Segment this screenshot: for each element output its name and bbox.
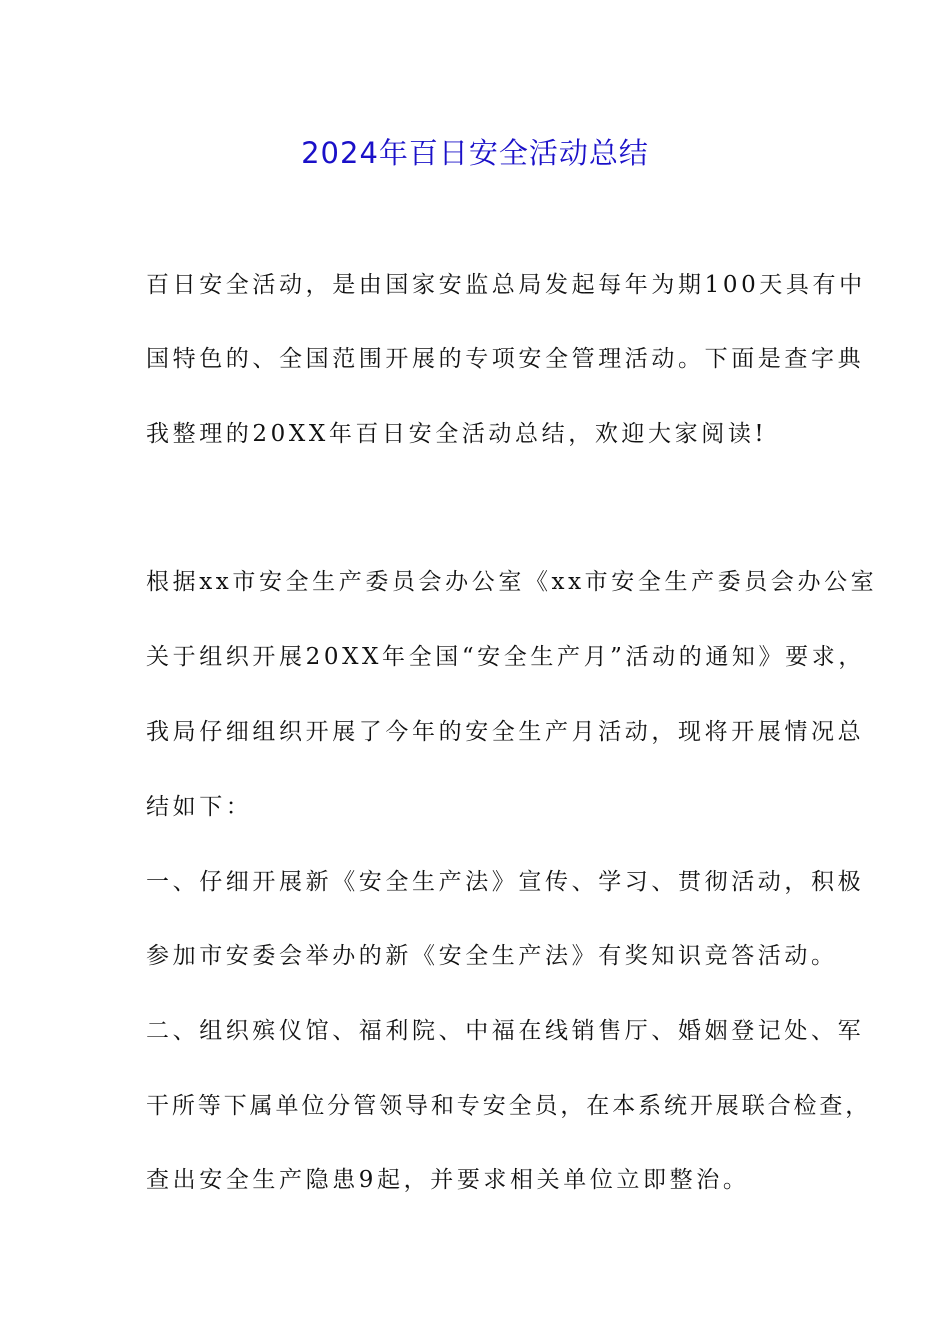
intro-line: 百日安全活动，是由国家安监总局发起每年为期100天具有中 (146, 272, 866, 298)
body-line: 我局仔细组织开展了今年的安全生产月活动，现将开展情况总 (146, 719, 865, 745)
body-line: 根据xx市安全生产委员会办公室《xx市安全生产委员会办公室 (146, 569, 878, 595)
document-title: 2024年百日安全活动总结 (301, 136, 649, 170)
body-line: 结如下： (146, 794, 253, 820)
body-line: 二、组织殡仪馆、福利院、中福在线销售厅、婚姻登记处、军 (146, 1018, 865, 1044)
intro-line: 国特色的、全国范围开展的专项安全管理活动。下面是查字典 (146, 346, 865, 372)
body-line: 查出安全生产隐患9起，并要求相关单位立即整治。 (146, 1167, 750, 1193)
body-line: 一、仔细开展新《安全生产法》宣传、学习、贯彻活动，积极 (146, 869, 865, 895)
body-line: 关于组织开展20XX年全国“安全生产月”活动的通知》要求， (146, 644, 865, 670)
body-line: 干所等下属单位分管领导和专安全员，在本系统开展联合检查， (146, 1093, 872, 1119)
intro-line: 我整理的20XX年百日安全活动总结，欢迎大家阅读! (146, 421, 768, 447)
body-line: 参加市安委会举办的新《安全生产法》有奖知识竞答活动。 (146, 943, 838, 969)
